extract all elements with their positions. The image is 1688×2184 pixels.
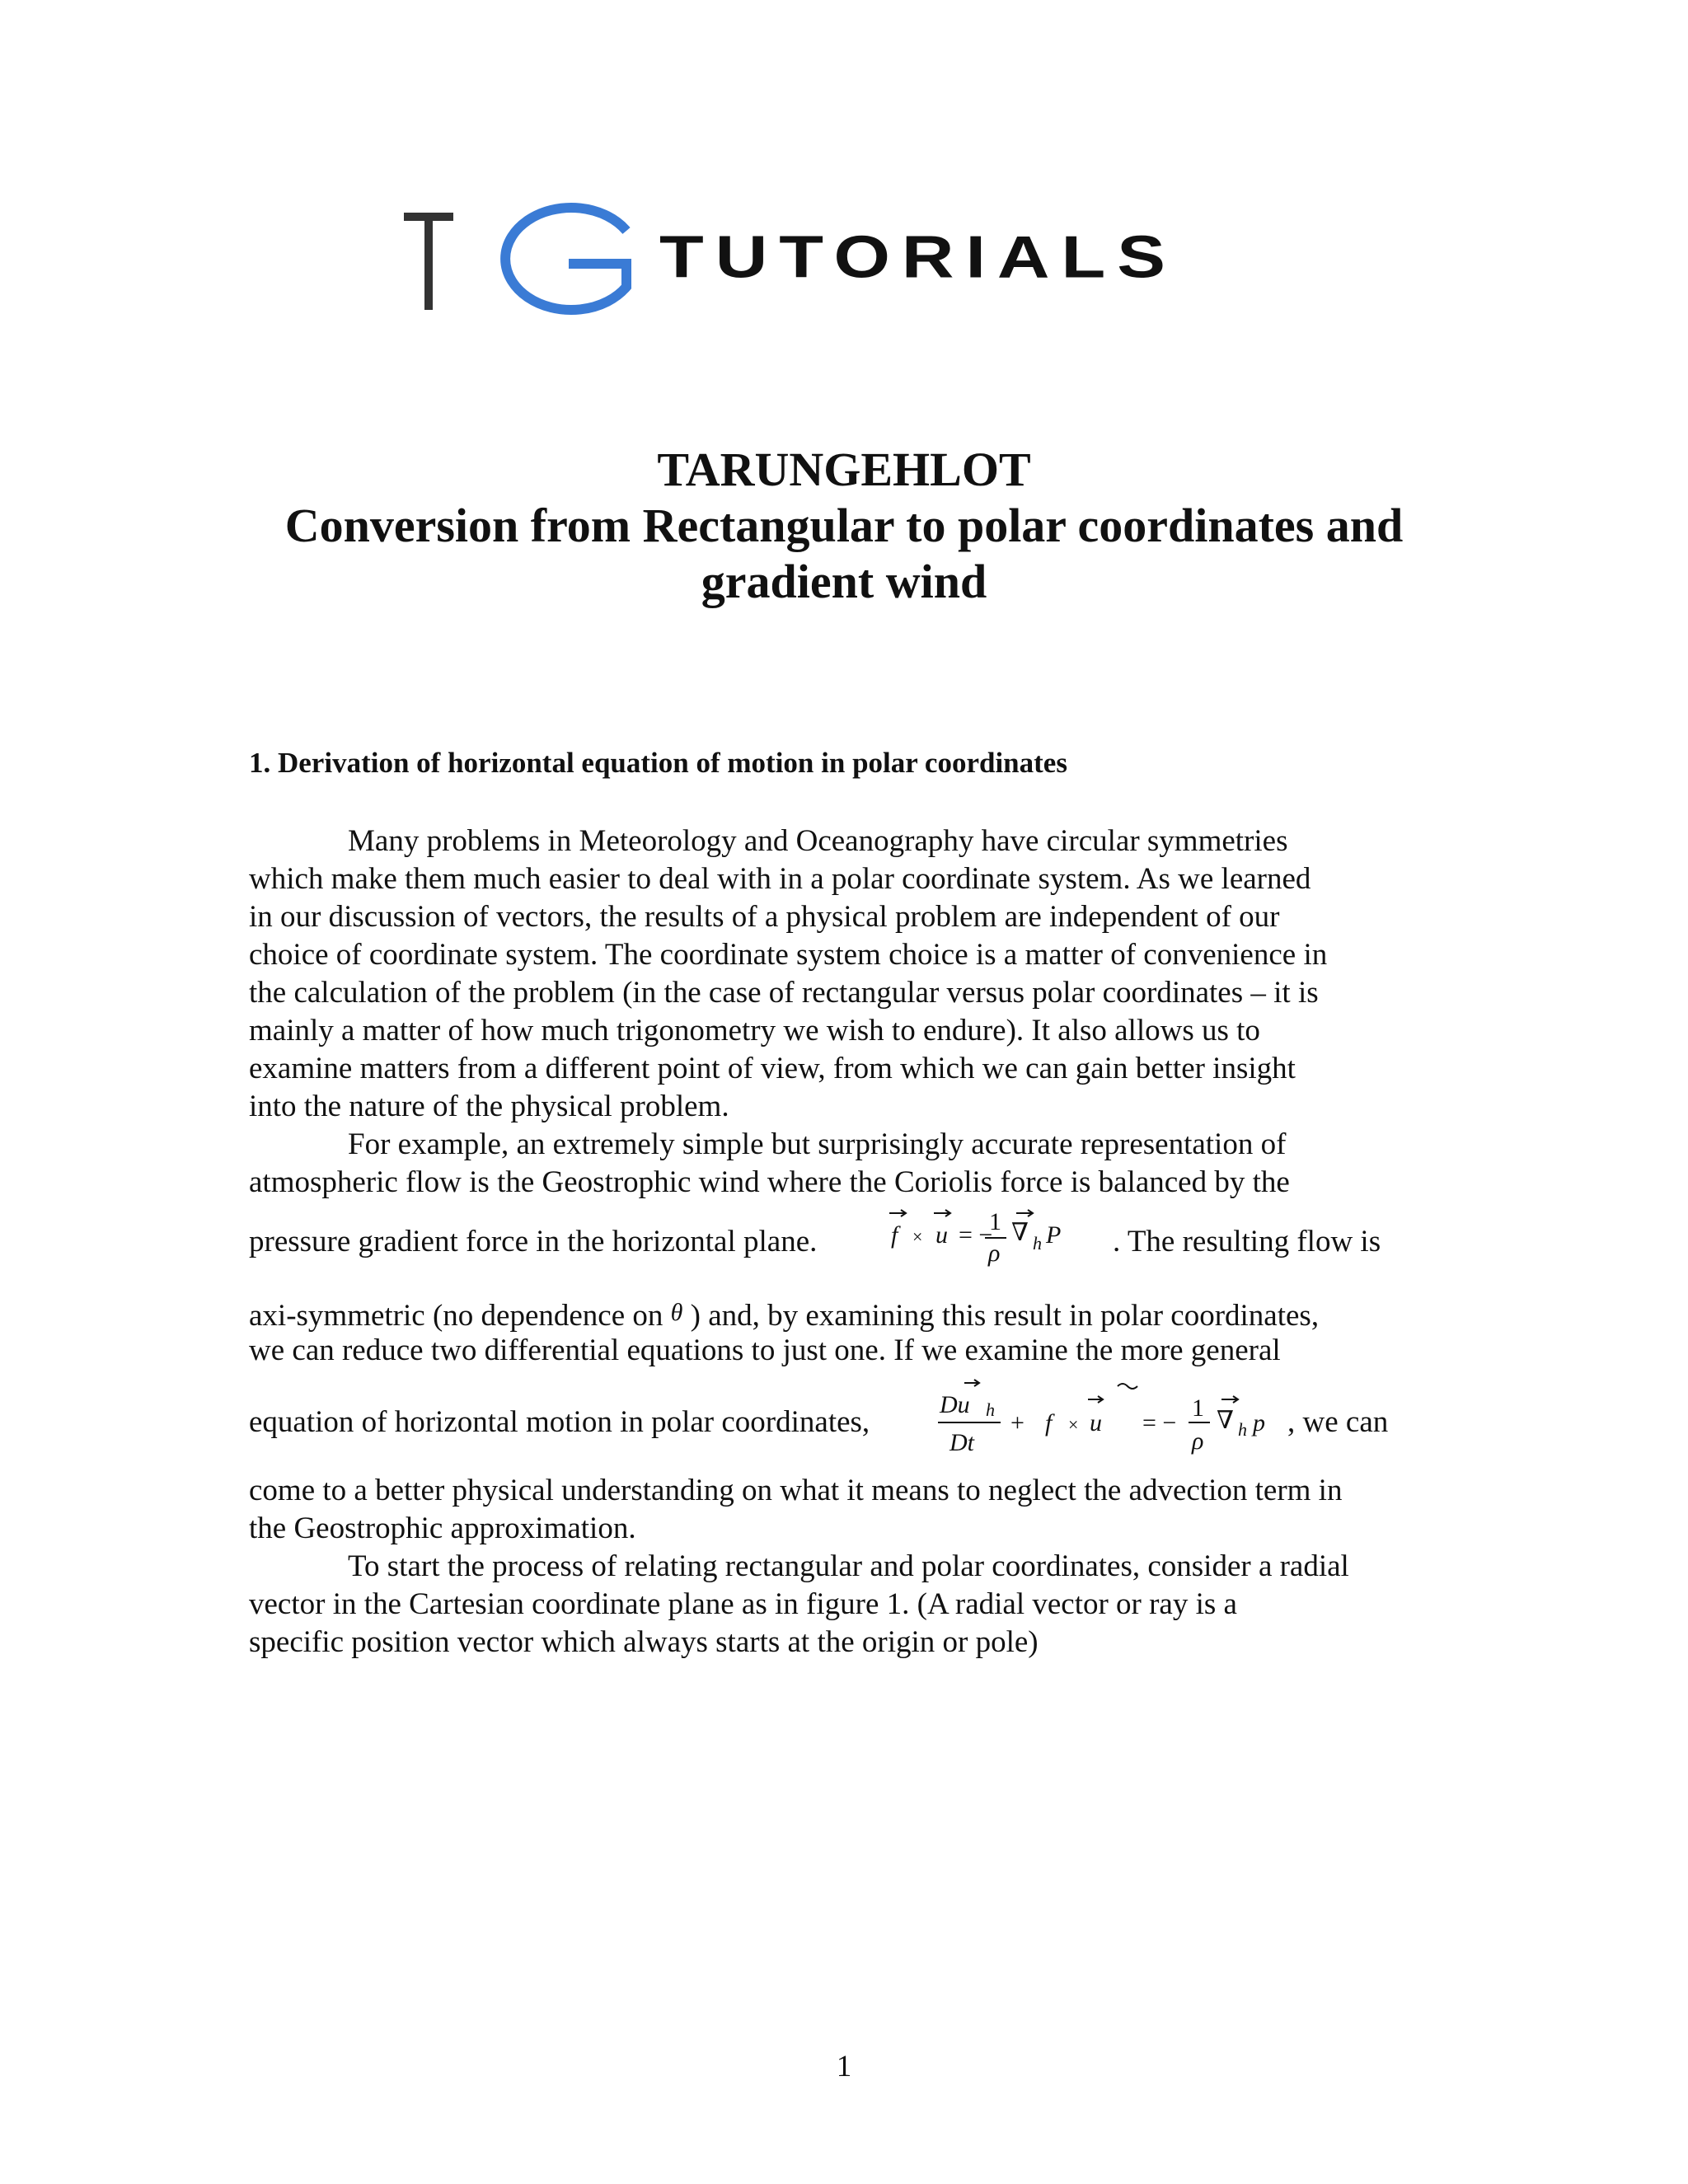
paragraph-line: the calculation of the problem (in the case of rectangular versus polar coordinates – it is [249,976,1319,1010]
paragraph-line: vector in the Cartesian coordinate plane as in figure 1. (A radial vector or ray is a [249,1587,1237,1621]
paragraph-line: atmospheric flow is the Geostrophic wind where the Coriolis force is balanced by the [249,1165,1290,1199]
eq-Dt: Dt [950,1429,974,1456]
document-title-line-1: Conversion from Rectangular to polar coordinates and [284,499,1404,552]
eq-f: f [1045,1409,1053,1436]
paragraph-line: For example, an extremely simple but surprisingly accurate representation of [348,1127,1287,1161]
theta-symbol: θ [670,1299,683,1326]
eq-subscript-h: h [986,1399,995,1420]
axi-text-after: ) and, by examining this result in polar coordinates, [690,1299,1320,1333]
paragraph-line-axisymmetric [249,1294,1319,1335]
eq-equals: = − [1142,1409,1177,1436]
paragraph-line-geostrophic-end: . The resulting flow is [1113,1225,1381,1258]
logo-wordmark: TUTORIALS [659,223,1177,290]
paragraph-line: Many problems in Meteorology and Oceanography have circular symmetries [348,824,1288,858]
eq-Du: Du [940,1391,970,1418]
paragraph-line: come to a better physical understanding on what it means to neglect the advection term in [249,1474,1343,1507]
eq-p: p [1253,1409,1265,1436]
eq-P: P [1046,1221,1062,1249]
paragraph-line: into the nature of the physical problem. [249,1090,729,1123]
paragraph-line: the Geostrophic approximation. [249,1511,636,1545]
eq-rho: ρ [1192,1427,1204,1455]
geostrophic-equation [886,1203,1109,1269]
horizontal-motion-equation [931,1375,1311,1465]
eq-numerator: 1 [989,1208,1001,1235]
eq-subscript-h2: h [1238,1419,1247,1440]
paragraph-line-geostrophic: pressure gradient force in the horizontal plane. [249,1225,818,1258]
eq-u: u [935,1221,948,1249]
paragraph-line: specific position vector which always starts at the origin or pole) [249,1625,1039,1659]
paragraph-line: choice of coordinate system. The coordinate system choice is a matter of convenience in [249,938,1328,972]
paragraph-line: examine matters from a different point of view, from which we can gain better insight [249,1052,1296,1085]
document-author-title: TARUNGEHLOT [657,443,1031,496]
paragraph-line-we-can: , we can [1287,1405,1389,1439]
eq-times: × [912,1226,923,1247]
paragraph-line: To start the process of relating rectangular and polar coordinates, consider a radial [348,1549,1349,1583]
paragraph-line: in our discussion of vectors, the results of a physical problem are independent of our [249,900,1280,934]
eq-equals: = − [959,1221,993,1249]
section-heading: 1. Derivation of horizontal equation of motion in polar coordinates [249,747,1067,779]
paragraph-line: we can reduce two differential equations to just one. If we examine the more general [249,1333,1281,1367]
tg-logo-mark [387,190,676,321]
paragraph-line: which make them much easier to deal with in a polar coordinate system. As we learned [249,862,1311,896]
page-number: 1 [836,2050,852,2083]
eq-u: u [1090,1409,1102,1436]
eq-times: × [1068,1414,1079,1435]
axi-text-before: axi-symmetric (no dependence on [249,1299,663,1333]
eq-nabla: ∇ [1217,1407,1234,1434]
eq-nabla: ∇ [1011,1219,1029,1246]
eq-one: 1 [1192,1394,1204,1422]
eq-denominator: ρ [988,1240,1001,1267]
document-title-line-2: gradient wind [701,555,987,608]
eq-subscript: h [1033,1233,1042,1254]
logo [387,190,1327,321]
paragraph-line: mainly a matter of how much trigonometry we wish to endure). It also allows us to [249,1014,1260,1047]
paragraph-line-equation-of-motion: equation of horizontal motion in polar coordinates, [249,1405,870,1439]
eq-plus: + [1010,1409,1025,1436]
eq-f: f [891,1221,898,1249]
